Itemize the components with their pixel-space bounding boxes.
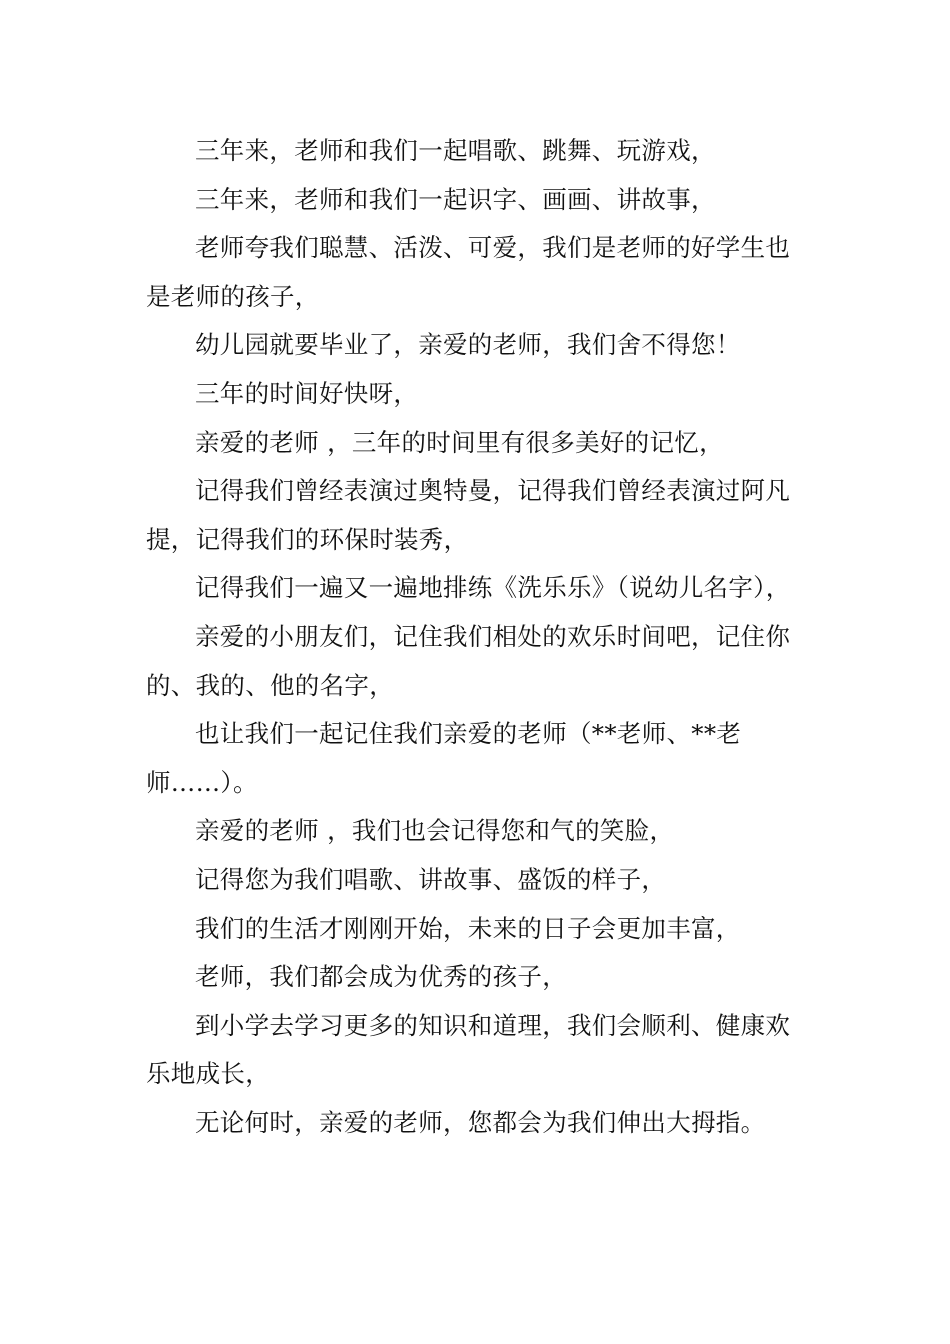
paragraph: 我们的生活才刚刚开始，未来的日子会更加丰富， [195, 913, 741, 943]
paragraph: 记得我们曾经表演过奥特曼，记得我们曾经表演过阿凡提，记得我们的环保时装秀， [146, 476, 791, 554]
paragraph: 三年来，老师和我们一起识字、画画、讲故事， [195, 184, 716, 214]
paragraph: 到小学去学习更多的知识和道理，我们会顺利、健康欢乐地成长， [146, 1010, 791, 1089]
paragraph: 也让我们一起记住我们亲爱的老师（**老师、**老师……）。 [146, 719, 742, 797]
paragraph: 亲爱的老师 ，我们也会记得您和气的笑脸， [195, 816, 675, 846]
paragraph: 老师，我们都会成为优秀的孩子， [195, 962, 567, 992]
paragraph: 三年的时间好快呀， [195, 378, 419, 408]
paragraph: 老师夸我们聪慧、活泼、可爱，我们是老师的好学生也是老师的孩子， [146, 233, 791, 311]
document-body [146, 127, 810, 1147]
paragraph: 幼儿园就要毕业了，亲爱的老师，我们舍不得您！ [195, 330, 741, 360]
paragraph: 三年来，老师和我们一起唱歌、跳舞、玩游戏， [195, 136, 716, 165]
paragraph: 记得您为我们唱歌、讲故事、盛饭的样子， [195, 864, 667, 894]
paragraph: 无论何时，亲爱的老师，您都会为我们伸出大拇指。 [195, 1107, 766, 1137]
paragraph: 记得我们一遍又一遍地排练《洗乐乐》（说幼儿名字）， [195, 573, 791, 603]
paragraph: 亲爱的老师 ，三年的时间里有很多美好的记忆， [195, 427, 724, 457]
paragraph: 亲爱的小朋友们，记住我们相处的欢乐时间吧，记住你的、我的、他的名字， [146, 621, 791, 700]
